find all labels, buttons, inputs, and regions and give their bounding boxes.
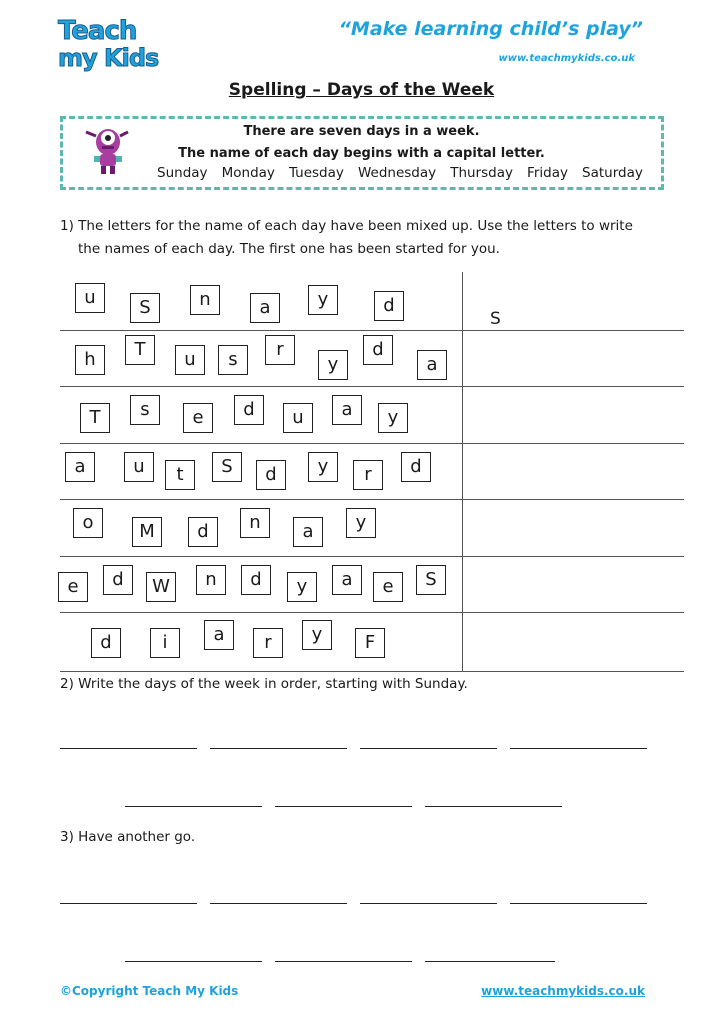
letter-tile: d [241, 565, 271, 595]
letter-tile: e [373, 572, 403, 602]
letter-tile: s [130, 395, 160, 425]
letter-tile: a [204, 620, 234, 650]
row-divider [60, 671, 684, 672]
letter-tile: a [332, 565, 362, 595]
answer-line[interactable] [210, 903, 347, 904]
letter-tile: S [212, 452, 242, 482]
letter-tile: d [234, 395, 264, 425]
letter-tile: d [91, 628, 121, 658]
letter-tile: n [196, 565, 226, 595]
answer-line[interactable] [125, 961, 262, 962]
day-sunday: Sunday [157, 165, 208, 181]
day-friday: Friday [527, 165, 568, 181]
answer-line[interactable] [510, 748, 647, 749]
row-divider [60, 499, 684, 500]
letter-tile: y [287, 572, 317, 602]
q1-instruction-line1: 1) The letters for the name of each day have been mixed up. Use the letters to write [60, 218, 633, 234]
letter-tile: d [103, 565, 133, 595]
letter-tile: d [188, 517, 218, 547]
letter-tile: d [363, 335, 393, 365]
day-saturday: Saturday [582, 165, 643, 181]
answer-line[interactable] [60, 748, 197, 749]
letter-tile: u [75, 283, 105, 313]
day-thursday: Thursday [450, 165, 513, 181]
letter-tile: M [132, 517, 162, 547]
logo-text-line1: Teach [58, 16, 137, 46]
letter-tile: a [250, 293, 280, 323]
letter-tile: r [353, 460, 383, 490]
letter-tile: t [165, 460, 195, 490]
letter-tile: y [308, 452, 338, 482]
answer-line[interactable] [360, 748, 497, 749]
letter-tile: s [218, 345, 248, 375]
teach-my-kids-logo [52, 16, 162, 78]
letter-tile: a [332, 395, 362, 425]
letter-tile: d [401, 452, 431, 482]
letter-tile: h [75, 345, 105, 375]
row-divider [60, 556, 684, 557]
days-list [150, 165, 650, 181]
letter-tile: a [417, 350, 447, 380]
letter-tile: y [302, 620, 332, 650]
answer-line[interactable] [360, 903, 497, 904]
q3-instruction: 3) Have another go. [60, 829, 196, 845]
row-divider [60, 386, 684, 387]
row-divider [60, 330, 684, 331]
day-tuesday: Tuesday [288, 165, 344, 181]
answer-line[interactable] [510, 903, 647, 904]
answer-line[interactable] [275, 961, 412, 962]
header-website: www.teachmykids.co.uk [498, 53, 635, 64]
letter-tile: u [124, 452, 154, 482]
logo-text-line2: my Kids [58, 44, 159, 72]
letter-tile: r [265, 335, 295, 365]
letter-tile: a [65, 452, 95, 482]
letter-tile: o [73, 508, 103, 538]
letter-tile: W [146, 572, 176, 602]
row-divider [60, 443, 684, 444]
letter-tile: y [308, 285, 338, 315]
letter-tile: S [416, 565, 446, 595]
letter-tile: n [240, 508, 270, 538]
letter-tile: d [374, 291, 404, 321]
day-monday: Monday [221, 165, 275, 181]
row-divider [60, 612, 684, 613]
copyright-text: ©Copyright Teach My Kids [60, 984, 239, 998]
answer-line[interactable] [425, 806, 562, 807]
answer-line[interactable] [425, 961, 555, 962]
day-wednesday: Wednesday [357, 165, 437, 181]
letter-tile: e [58, 572, 88, 602]
info-line-2: The name of each day begins with a capital letter. [178, 146, 545, 161]
answer-line[interactable] [275, 806, 412, 807]
answer-line[interactable] [210, 748, 347, 749]
letter-tile: T [125, 335, 155, 365]
letter-tile: r [253, 628, 283, 658]
tagline: “Make learning child’s play” [338, 18, 643, 40]
letter-tile: u [175, 345, 205, 375]
letter-tile: y [318, 350, 348, 380]
letter-tile: u [283, 403, 313, 433]
info-line-1: There are seven days in a week. [243, 124, 480, 139]
letter-tile: y [378, 403, 408, 433]
answer-line[interactable] [60, 903, 197, 904]
letter-tile: F [355, 628, 385, 658]
letter-tile: T [80, 403, 110, 433]
footer-website-link[interactable]: www.teachmykids.co.uk [481, 984, 645, 998]
letter-tile: i [150, 628, 180, 658]
letter-tile: a [293, 517, 323, 547]
letter-tile: d [256, 460, 286, 490]
letter-tile: S [130, 293, 160, 323]
answer-line[interactable] [125, 806, 262, 807]
letter-tile: y [346, 508, 376, 538]
letter-tile: n [190, 285, 220, 315]
q2-instruction: 2) Write the days of the week in order, starting with Sunday. [60, 676, 468, 692]
worksheet-title: Spelling – Days of the Week [228, 80, 495, 100]
answer-start-letter: S [490, 309, 501, 329]
q1-instruction-line2: the names of each day. The first one has been started for you. [78, 241, 500, 257]
letter-tile: e [183, 403, 213, 433]
